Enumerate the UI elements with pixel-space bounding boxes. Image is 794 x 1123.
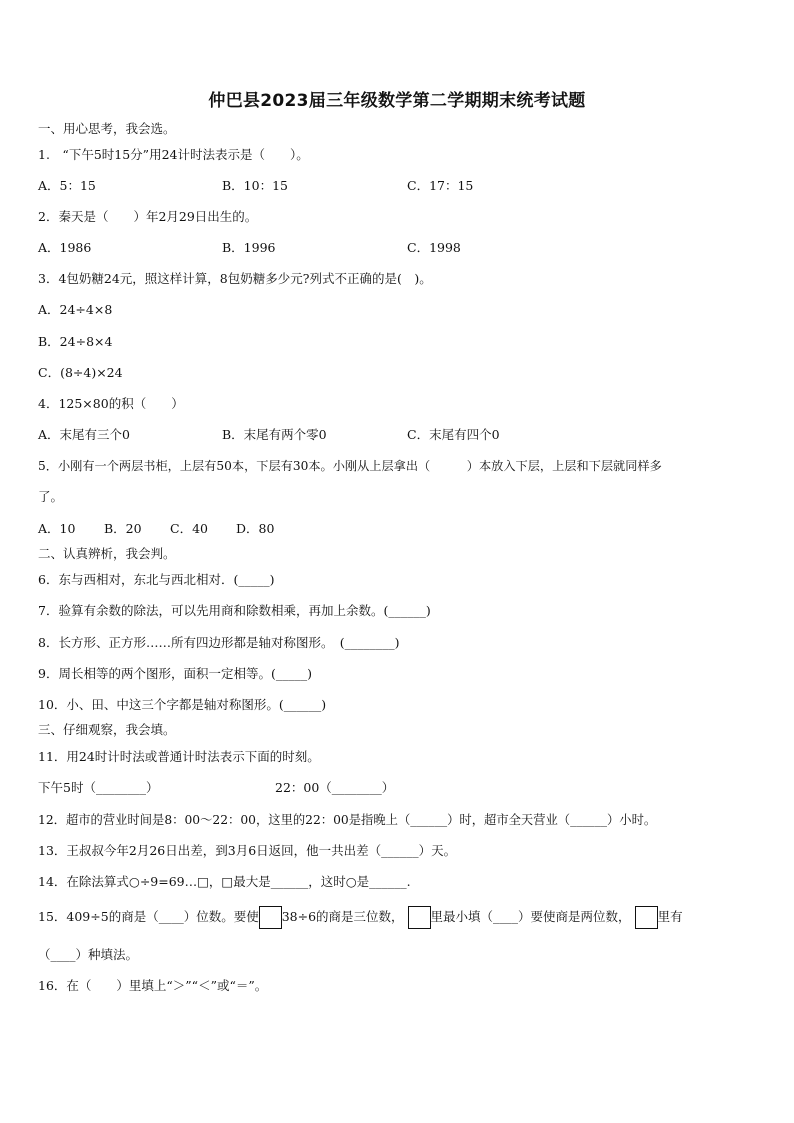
- q3-option-a: A．24÷4×8: [38, 302, 113, 317]
- question-14: 14．在除法算式○÷9=69…□，□最大是______，这时○是______.: [38, 874, 411, 889]
- q5-option-b: B．20: [104, 521, 142, 536]
- q15-part-2: 38÷6的商是三位数，: [281, 909, 404, 924]
- q1-option-b: B．10：15: [222, 178, 288, 193]
- q1-option-a: A．5：15: [38, 178, 96, 193]
- question-5-line-2: 了。: [38, 489, 64, 504]
- q1-option-c: C．17：15: [407, 178, 474, 193]
- q11-blank-left: 下午5时（________）: [38, 780, 159, 795]
- section-heading-1: 一、用心思考，我会选。: [38, 121, 176, 136]
- q3-option-b: B．24÷8×4: [38, 334, 113, 349]
- q4-option-b: B．末尾有两个零0: [222, 427, 327, 442]
- question-15-line-2: （____）种填法。: [38, 947, 139, 962]
- q11-blank-right: 22：00（________）: [275, 780, 395, 795]
- q2-option-a: A．1986: [38, 240, 92, 255]
- question-12: 12．超市的营业时间是8：00～22：00，这里的22：00是指晚上（______）时，超市全天营业（______）小时。: [38, 813, 657, 827]
- question-2: 2．秦天是（ ）年2月29日出生的。: [38, 209, 258, 224]
- section-heading-3: 三、仔细观察，我会填。: [38, 722, 176, 737]
- question-10: 10．小、田、中这三个字都是轴对称图形。(______): [38, 697, 327, 712]
- q2-option-b: B．1996: [222, 240, 276, 255]
- question-16: 16．在（ ）里填上“＞”“＜”或“＝”。: [38, 978, 268, 993]
- q4-option-c: C．末尾有四个0: [407, 427, 500, 442]
- question-4: 4．125×80的积（ ）: [38, 396, 184, 411]
- page-title: 仲巴县2023届三年级数学第二学期期末统考试题: [208, 91, 586, 111]
- question-8: 8．长方形、正方形……所有四边形都是轴对称图形。 (________): [38, 635, 400, 650]
- q5-option-c: C．40: [170, 521, 208, 536]
- question-6: 6．东与西相对，东北与西北相对．(_____): [38, 572, 275, 587]
- question-7: 7．验算有余数的除法，可以先用商和除数相乘，再加上余数。(______): [38, 603, 431, 618]
- q5-option-a: A．10: [38, 521, 76, 536]
- q15-part-3: 里最小填（____）要使商是两位数，: [430, 909, 631, 924]
- section-heading-2: 二、认真辨析，我会判。: [38, 546, 176, 561]
- question-15: [38, 904, 683, 930]
- q15-part-1: 15．409÷5的商是（____）位数。要使: [38, 909, 259, 924]
- q2-option-c: C．1998: [407, 240, 461, 255]
- question-1: 1. “下午5时15分”用24计时法表示是（ ）。: [38, 147, 309, 162]
- q5-option-d: D．80: [236, 521, 275, 536]
- q4-option-a: A．末尾有三个0: [38, 427, 130, 442]
- question-11: 11．用24时计时法或普通计时法表示下面的时刻。: [38, 749, 320, 764]
- question-5-line-1: 5．小刚有一个两层书柜，上层有50本，下层有30本。小刚从上层拿出（ ）本放入下层，上层和下层就同样多: [38, 459, 662, 473]
- question-13: 13．王叔叔今年2月26日出差，到3月6日返回，他一共出差（______）天。: [38, 843, 457, 858]
- question-3: 3．4包奶糖24元，照这样计算，8包奶糖多少元?列式不正确的是( )。: [38, 271, 432, 286]
- answer-box: [259, 906, 282, 929]
- answer-box: [635, 906, 658, 929]
- q3-option-c: C．(8÷4)×24: [38, 365, 123, 380]
- question-9: 9．周长相等的两个图形，面积一定相等。(_____): [38, 666, 312, 681]
- q15-part-4: 里有: [657, 909, 683, 924]
- answer-box: [408, 906, 431, 929]
